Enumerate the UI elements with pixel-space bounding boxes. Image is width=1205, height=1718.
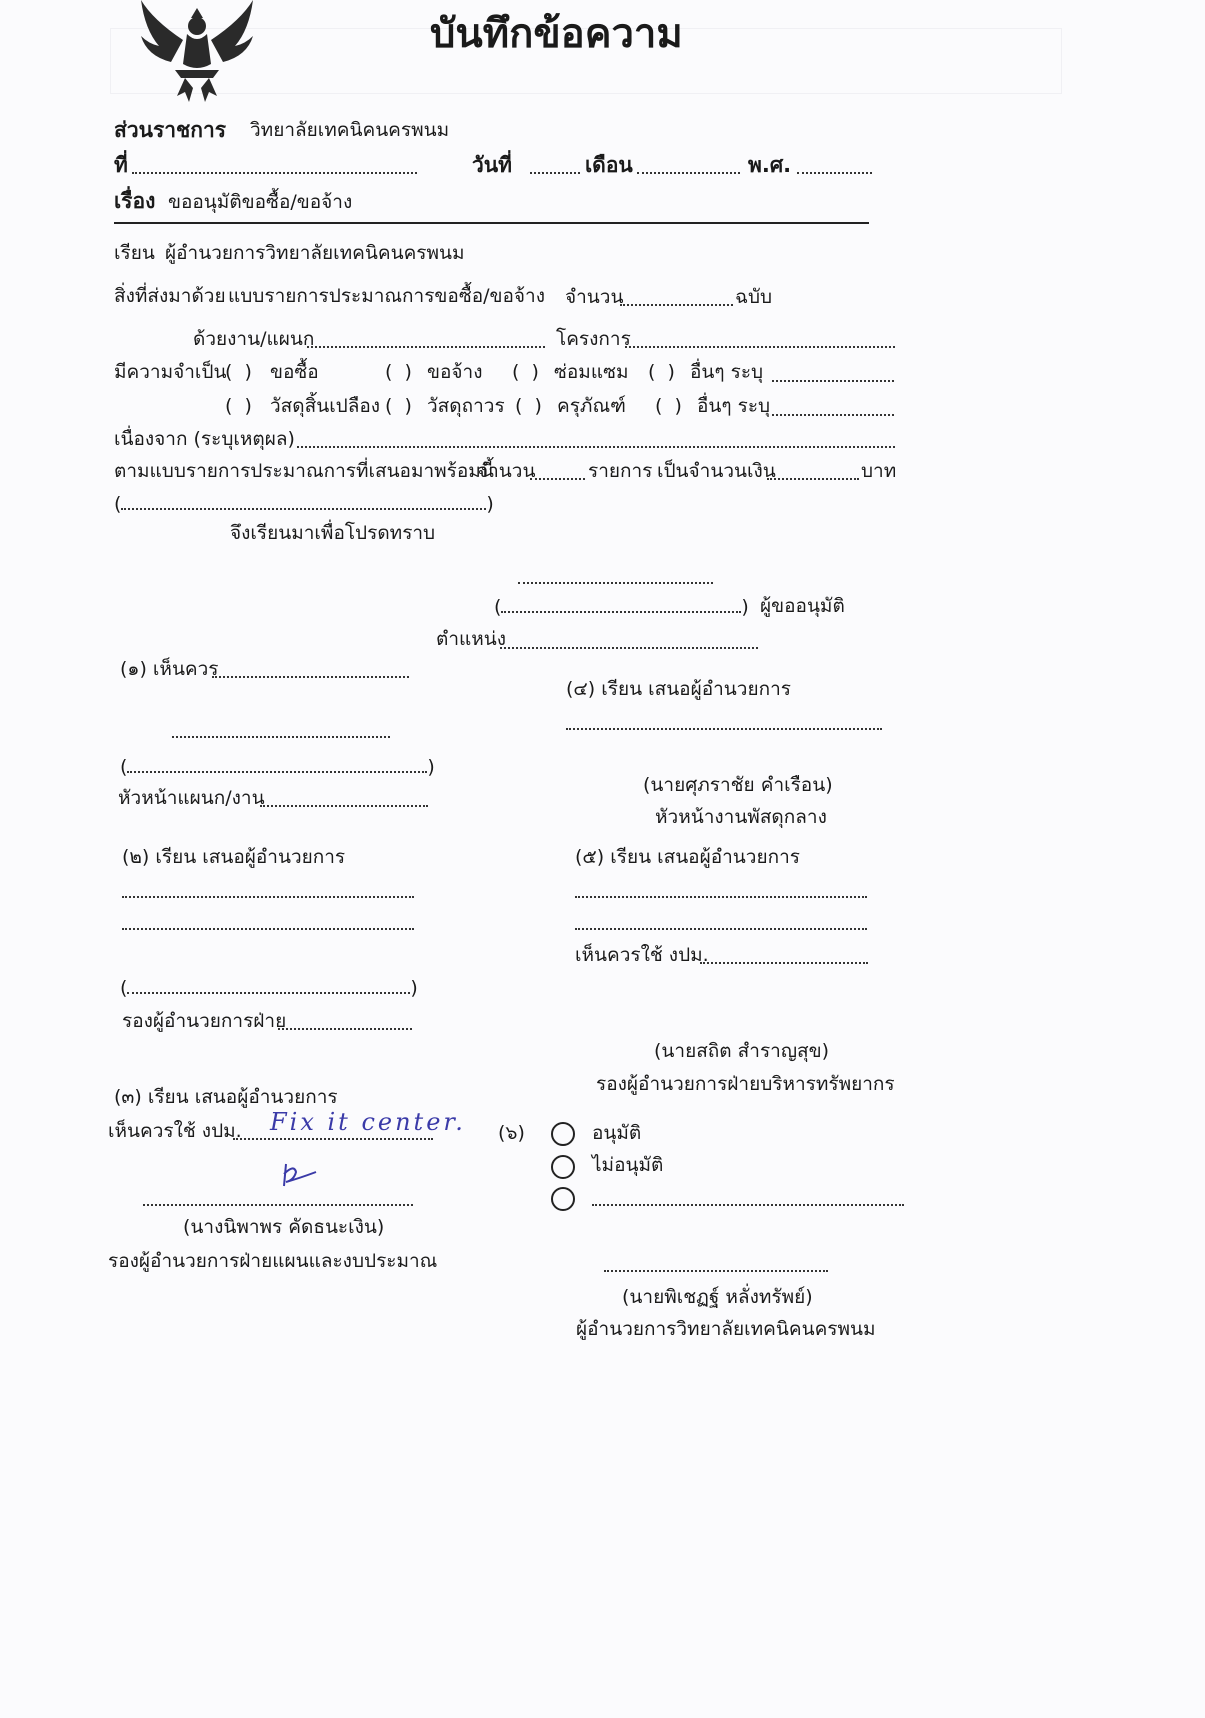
section-1-signature-field[interactable] [172, 722, 390, 742]
checkbox-hire[interactable]: ( ) [385, 361, 412, 383]
section-2-line-1[interactable] [122, 882, 414, 902]
section-5-budget-label: เห็นควรใช้ งปม. [575, 944, 709, 966]
need-label: มีความจำเป็น [114, 361, 227, 383]
radio-reject[interactable] [551, 1155, 575, 1179]
enclosure-label: สิ่งที่ส่งมาด้วย [114, 285, 226, 307]
agency-label: ส่วนราชการ [114, 118, 227, 142]
section-4-label: (๔) เรียน เสนอผู้อำนวยการ [566, 678, 791, 700]
baht-label: บาท [861, 460, 897, 482]
section-1-head-field[interactable] [260, 791, 428, 811]
section-1-head-label: หัวหน้าแผนก/งาน [118, 787, 265, 809]
items-qty-field[interactable] [530, 464, 585, 484]
other2-field[interactable] [772, 400, 894, 420]
section-4-field[interactable] [566, 714, 882, 734]
section-6-role: ผู้อำนวยการวิทยาลัยเทคนิคนครพนม [576, 1318, 876, 1340]
section-1-name-field[interactable]: ( ) [120, 756, 435, 778]
section-6-name: (นายพิเชฏฐ์ หลั่งทรัพย์) [622, 1286, 813, 1308]
section-3-handwritten-budget: Fix it center. [270, 1108, 466, 1136]
estimate-text: ตามแบบรายการประมาณการที่เสนอมาพร้อมนี้ [114, 460, 494, 482]
section-2-role-field[interactable] [278, 1014, 412, 1034]
to-value: ผู้อำนวยการวิทยาลัยเทคนิคนครพนม [165, 242, 465, 264]
checkbox-supplies[interactable]: ( ) [225, 395, 252, 417]
section-3-label: (๓) เรียน เสนอผู้อำนวยการ [114, 1086, 338, 1108]
section-1-label: (๑) เห็นควร [120, 658, 219, 680]
date-field[interactable] [530, 158, 580, 178]
items-unit: รายการ [588, 460, 653, 482]
doc-no-field[interactable] [132, 158, 417, 178]
subject-label: เรื่อง [114, 189, 156, 213]
position-field[interactable] [500, 633, 758, 653]
section-3-budget-label: เห็นควรใช้ งปม. [108, 1120, 242, 1142]
copies-qty-field[interactable] [620, 290, 733, 310]
checkbox-durable[interactable]: ( ) [385, 395, 412, 417]
header-divider [114, 222, 869, 224]
section-1-field[interactable] [212, 662, 409, 682]
opt-other1: อื่นๆ ระบุ [690, 361, 764, 383]
month-label: เดือน [585, 153, 633, 177]
memo-title: บันทึกข้อความ [430, 11, 683, 57]
position-label: ตำแหน่ง [436, 628, 507, 650]
checkbox-repair[interactable]: ( ) [512, 361, 539, 383]
section-5-budget-field[interactable] [700, 948, 868, 968]
dept-field[interactable] [307, 332, 545, 352]
checkbox-equipment[interactable]: ( ) [515, 395, 542, 417]
subject-value: ขออนุมัติขอซื้อ/ขอจ้าง [168, 191, 353, 213]
other1-field[interactable] [772, 366, 894, 386]
project-label: โครงการ [556, 328, 631, 350]
section-5-line-1[interactable] [575, 882, 867, 902]
checkbox-other1[interactable]: ( ) [648, 361, 675, 383]
opt-durable: วัสดุถาวร [427, 395, 505, 417]
amount-words-field[interactable]: ( ) [114, 493, 494, 515]
opt-hire: ขอจ้าง [427, 361, 483, 383]
reason-label: เนื่องจาก (ระบุเหตุผล) [114, 428, 295, 450]
section-6-label: (๖) [498, 1122, 525, 1144]
year-label: พ.ศ. [748, 153, 792, 177]
section-6-other-field[interactable] [592, 1190, 904, 1210]
opt-other2: อื่นๆ ระบุ [697, 395, 771, 417]
to-label: เรียน [114, 242, 155, 264]
garuda-emblem-icon [135, 0, 260, 105]
doc-no-label: ที่ [114, 153, 128, 177]
opt-buy: ขอซื้อ [270, 361, 319, 383]
items-qty-label: จำนวน [477, 460, 536, 482]
agency-value: วิทยาลัยเทคนิคนครพนม [250, 119, 450, 141]
enclosure-value: แบบรายการประมาณการขอซื้อ/ขอจ้าง [228, 285, 546, 307]
section-4-name: (นายศุภราชัย คำเรือน) [643, 774, 833, 796]
section-2-line-2[interactable] [122, 914, 414, 934]
amount-label: เป็นจำนวนเงิน [657, 460, 776, 482]
section-2-role: รองผู้อำนวยการฝ่าย [122, 1010, 287, 1032]
section-6-approve: อนุมัติ [592, 1122, 642, 1144]
section-5-role: รองผู้อำนวยการฝ่ายบริหารทรัพยากร [596, 1073, 895, 1095]
section-4-role: หัวหน้างานพัสดุกลาง [655, 806, 827, 828]
section-3-name: (นางนิพาพร คัดธนะเงิน) [183, 1216, 385, 1238]
section-5-name: (นายสถิต สำราญสุข) [654, 1040, 830, 1062]
copies-unit: ฉบับ [735, 286, 773, 308]
section-3-role: รองผู้อำนวยการฝ่ายแผนและงบประมาณ [108, 1250, 438, 1272]
section-6-reject: ไม่อนุมัติ [592, 1154, 664, 1176]
month-field[interactable] [637, 158, 740, 178]
radio-approve[interactable] [551, 1122, 575, 1146]
requester-suffix: ผู้ขออนุมัติ [760, 595, 845, 617]
section-5-label: (๕) เรียน เสนอผู้อำนวยการ [575, 846, 800, 868]
checkbox-buy[interactable]: ( ) [225, 361, 252, 383]
section-5-line-2[interactable] [575, 914, 867, 934]
section-6-signature-field[interactable] [604, 1256, 828, 1276]
opt-supplies: วัสดุสิ้นเปลือง [270, 395, 381, 417]
requester-signature-field[interactable] [518, 568, 713, 588]
section-3-handwritten-signature [278, 1158, 328, 1192]
copies-qty-label: จำนวน [565, 286, 624, 308]
dept-label: ด้วยงาน/แผนก [193, 328, 315, 350]
requester-name-field[interactable]: ( ) [494, 596, 749, 618]
closing-text: จึงเรียนมาเพื่อโปรดทราบ [230, 522, 436, 544]
opt-equipment: ครุภัณฑ์ [557, 395, 626, 417]
amount-field[interactable] [767, 464, 859, 484]
section-2-label: (๒) เรียน เสนอผู้อำนวยการ [122, 846, 346, 868]
project-field[interactable] [625, 332, 895, 352]
opt-repair: ซ่อมแซม [554, 361, 629, 383]
date-label: วันที่ [472, 153, 512, 177]
section-3-signature-field[interactable] [143, 1190, 413, 1210]
radio-other[interactable] [551, 1187, 575, 1211]
section-2-name-field[interactable]: ( ) [120, 977, 418, 999]
year-field[interactable] [797, 158, 872, 178]
reason-field[interactable] [297, 432, 895, 452]
checkbox-other2[interactable]: ( ) [655, 395, 682, 417]
